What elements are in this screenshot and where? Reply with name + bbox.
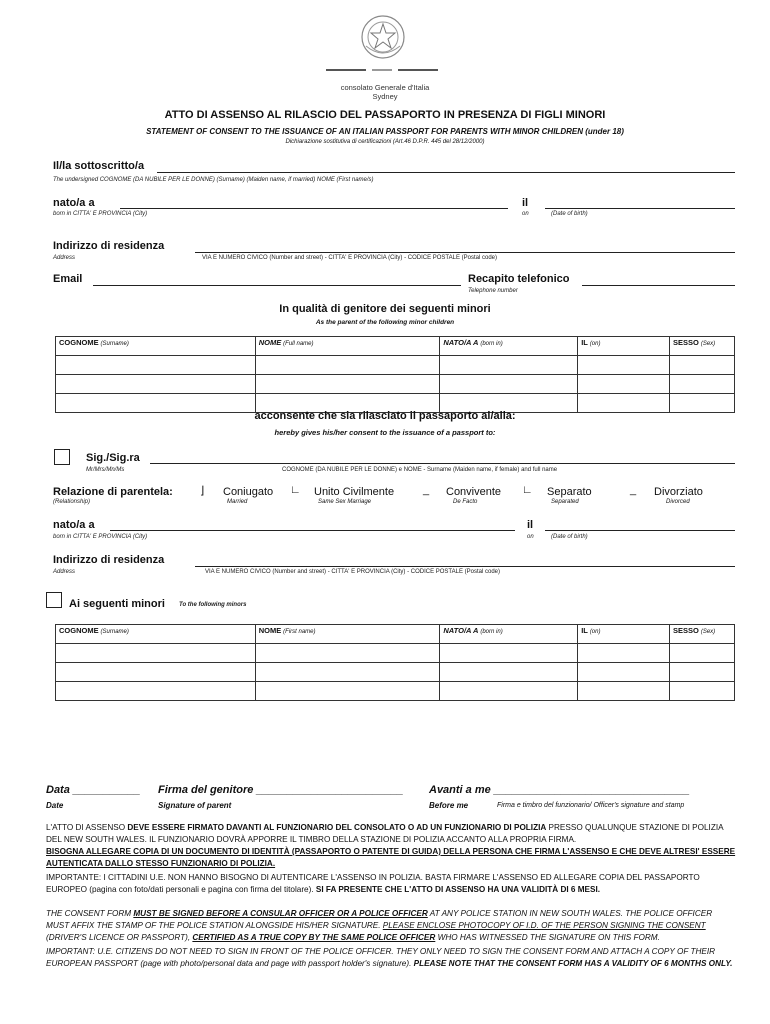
signature-parent-label[interactable]: Firma del genitore ________________________	[158, 784, 404, 796]
option-checkbox-civil-union[interactable]: ∟	[290, 484, 301, 496]
recipient-address-label: Indirizzo di residenza	[53, 554, 165, 566]
declarant-email-field[interactable]	[93, 285, 461, 286]
relation-label: Relazione di parentela:	[53, 486, 173, 498]
recipient-born-label: nato/a a	[53, 519, 95, 531]
header-rule	[372, 69, 392, 71]
note-english-1: THE CONSENT FORM MUST BE SIGNED BEFORE A CONSULAR OFFICER OR A POLICE OFFICER AT ANY POLICE STATION IN NEW SOUTH WALES. THE POLICE OFFICER MUST AFFIX THE STAMP OF THE POLICE STATION ALONGSIDE HIS/HER SIGNATURE. PLEASE ENCLOSE PHOTOCOPY OF I.D. OF THE PERSON SIGNING THE CONSENT (DRIVER'S LICENCE OR PASSPORT), CERTIFIED AS A TRUE COPY BY THE SAME POLICE OFFICER WHO HAS WITNESSED THE SIGNATURE ON THIS FORM.	[46, 909, 713, 942]
col-on: IL (on)	[578, 337, 670, 356]
form-subtitle: STATEMENT OF CONSENT TO THE ISSUANCE OF AN ITALIAN PASSPORT FOR PARENTS WITH MINOR CHILDREN (under 18)	[146, 127, 624, 136]
declarant-address-field[interactable]	[195, 252, 735, 253]
declarant-phone-label: Recapito telefonico	[468, 273, 570, 285]
declarant-address-label: Indirizzo di residenza	[53, 240, 165, 252]
signature-date-label[interactable]: Data ___________	[46, 784, 141, 796]
recipient-sig-label: Sig./Sig.ra	[86, 452, 140, 464]
table-row[interactable]	[56, 682, 735, 701]
consulate-line1: consolato Generale d'Italia	[340, 83, 430, 92]
option-divorced-label: Divorziato	[654, 486, 703, 498]
signature-date-sub: Date	[46, 801, 64, 810]
italian-republic-emblem-icon	[358, 12, 408, 62]
form-declaration: Dichiarazione sostitutiva di certificazioni (Art.46 D.P.R. 445 del 28/12/2000)	[285, 139, 485, 145]
parent-section-title: In qualità di genitore dei seguenti minori	[279, 303, 491, 315]
minors-sub: To the following minors	[179, 602, 247, 608]
table-row[interactable]	[56, 375, 735, 394]
declarant-born-sub: born in CITTA' E PROVINCIA (City)	[53, 211, 148, 217]
col-born: NATO/A A (born in)	[440, 625, 578, 644]
consulate-name	[0, 83, 770, 101]
option-married-sub: Married	[227, 499, 248, 505]
option-checkbox-de-facto[interactable]: _	[423, 484, 430, 496]
recipient-checkbox[interactable]	[54, 449, 70, 465]
declarant-name-field[interactable]	[157, 172, 735, 173]
declarant-dob-field[interactable]	[545, 208, 735, 209]
table-row[interactable]	[56, 644, 735, 663]
col-name: NOME (Full name)	[255, 337, 440, 356]
option-de-facto-label: Convivente	[446, 486, 502, 498]
option-checkbox-separated[interactable]: ∟	[522, 484, 533, 496]
recipient-address-field[interactable]	[195, 566, 735, 567]
signature-before-label[interactable]: Avanti a me ________________________________	[429, 784, 690, 796]
table-header-row	[56, 625, 735, 644]
header-rule	[326, 69, 366, 71]
declarant-phone-sub: Telephone number	[468, 288, 518, 294]
table-header-row	[56, 337, 735, 356]
signature-parent-sub: Signature of parent	[158, 801, 232, 810]
option-civil-union-label: Unito Civilmente	[314, 486, 395, 498]
recipient-address-sub: Address	[53, 569, 76, 575]
declarant-on-label: il	[522, 197, 529, 209]
declarant-name-sub: The undersigned COGNOME (DA NUBILE PER LE DONNE) (Surname) (Maiden name, if married) NOME (First name/s)	[53, 177, 374, 183]
declarant-on-sub: on	[522, 211, 529, 217]
option-divorced-sub: Divorced	[666, 499, 690, 505]
option-de-facto-sub: De Facto	[453, 499, 478, 505]
table-row[interactable]	[56, 356, 735, 375]
note-english-2: IMPORTANT: U.E. CITIZENS DO NOT NEED TO SIGN IN FRONT OF THE POLICE OFFICER. THEY ONLY NEED TO SIGN THE CONSENT FORM AND ATTACH A COPY OF THEIR EUROPEAN PASSPORT (page with photo/personal data and page with passport holder's signature). PLEASE NOTE THAT THE CONSENT FORM HAS A VALIDITY OF 6 MONTHS ONLY.	[46, 947, 733, 968]
minors-checkbox[interactable]	[46, 592, 62, 608]
note-italian-1: L'ATTO DI ASSENSO DEVE ESSERE FIRMATO DAVANTI AL FUNZIONARIO DEL CONSOLATO O AD UN FUNZIONARIO DI POLIZIA PRESSO QUALUNQUE STAZIONE DI POLIZIA DEL NEW SOUTH WALES. IL FUNZIONARIO DOVRÀ APPORRE IL TIMBRO DELLA STAZIONE DI POLIZIA ACCANTO ALLA PROPRIA FIRMA. BISOGNA ALLEGARE COPIA DI UN DOCUMENTO DI IDENTITÀ (PASSAPORTO O PATENTE DI GUIDA) DELLA PERSONA CHE FIRMA L'ASSENSO E CHE DEVE ALTRESI' ESSERE AUTENTICATA DALLO STESSO FUNZIONARIO DI POLIZIA.	[46, 823, 736, 868]
option-separated-label: Separato	[547, 486, 592, 498]
recipient-sig-sub: Mr/Mrs/Mn/Ms	[86, 467, 125, 473]
recipient-dob-field[interactable]	[545, 530, 735, 531]
recipient-born-field[interactable]	[110, 530, 515, 531]
recipient-name-detail: COGNOME (DA NUBILE PER LE DONNE) e NOME - Surname (Maiden name, if female) and full name	[282, 467, 558, 473]
col-sex: SESSO (Sex)	[670, 337, 735, 356]
form-title: ATTO DI ASSENSO AL RILASCIO DEL PASSAPORTO IN PRESENZA DI FIGLI MINORI	[164, 109, 606, 121]
minors-table	[55, 624, 735, 701]
declarant-born-label: nato/a a	[53, 197, 95, 209]
consent-subtitle: hereby gives his/her consent to the issuance of a passport to:	[274, 428, 496, 437]
header-rule	[398, 69, 438, 71]
option-civil-union-sub: Same Sex Marriage	[318, 499, 372, 505]
children-table	[55, 336, 735, 413]
option-separated-sub: Separated	[551, 499, 579, 505]
col-surname: COGNOME (Surname)	[56, 625, 256, 644]
option-married-label: Coniugato	[223, 486, 274, 498]
declarant-address-sub: Address	[53, 255, 76, 261]
col-name: NOME (First name)	[255, 625, 440, 644]
col-on: IL (on)	[578, 625, 670, 644]
recipient-on-label: il	[527, 519, 534, 531]
declarant-name-label: Il/la sottoscritto/a	[53, 160, 145, 172]
parent-section-subtitle: As the parent of the following minor children	[315, 319, 455, 326]
relation-sub: (Relationship)	[53, 499, 91, 505]
table-row[interactable]	[56, 663, 735, 682]
signature-before-sub: Before me	[429, 801, 469, 810]
consent-title: acconsente che sia rilasciato il passaporto al/alla:	[254, 410, 516, 422]
recipient-on-sub: on	[527, 534, 534, 540]
declarant-born-field[interactable]	[120, 208, 508, 209]
minors-label: Ai seguenti minori	[69, 598, 165, 610]
col-born: NATO/A A (born in)	[440, 337, 578, 356]
consulate-line2: Sydney	[372, 92, 398, 101]
signature-officer-sub: Firma e timbro del funzionario/ Officer's signature and stamp	[497, 802, 685, 809]
recipient-born-sub: born in CITTA' E PROVINCIA (City)	[53, 534, 148, 540]
declarant-email-label: Email	[53, 273, 83, 285]
col-surname: COGNOME (Surname)	[56, 337, 256, 356]
option-checkbox-married[interactable]: ⌋	[200, 485, 205, 497]
option-checkbox-divorced[interactable]: _	[630, 484, 637, 496]
col-sex: SESSO (Sex)	[670, 625, 735, 644]
note-italian-2: IMPORTANTE: I CITTADINI U.E. NON HANNO BISOGNO DI AUTENTICARE L'ASSENSO IN POLIZIA. BASTA FIRMARE L'ASSENSO ED ALLEGARE COPIA DEL PASSAPORTO EUROPEO (pagina con foto/dati personali e pagina con firma del titolare). SI FA PRESENTE CHE L'ATTO DI ASSENSO HA UNA VALIDITÀ DI 6 MESI.	[46, 873, 700, 894]
recipient-dob-sub: (Date of birth)	[551, 534, 588, 540]
declarant-phone-field[interactable]	[582, 285, 735, 286]
declarant-address-detail: VIA E NUMERO CIVICO (Number and street) - CITTA' E PROVINCIA (City) - CODICE POSTALE (Postal code)	[202, 255, 497, 261]
recipient-name-field[interactable]	[150, 463, 735, 464]
recipient-address-detail: VIA E NUMERO CIVICO (Number and street) - CITTA' E PROVINCIA (City) - CODICE POSTALE (Postal code)	[205, 569, 500, 575]
declarant-dob-sub: (Date of birth)	[551, 211, 588, 217]
